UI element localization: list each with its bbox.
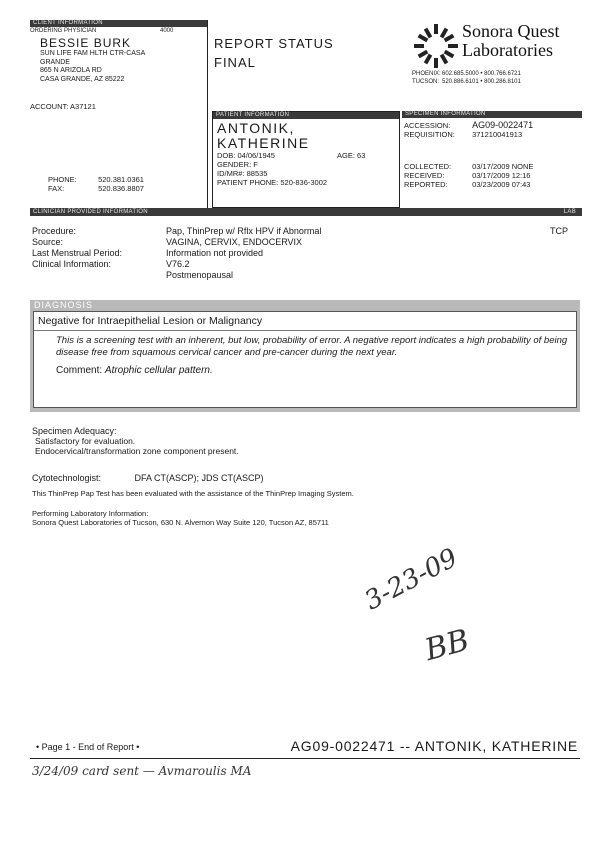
lmp-row: Last Menstrual Period: Information not provided [32,248,264,258]
diagnosis-body: This is a screening test with an inherent, but low, probability of error. A negative report indicates a high probability of being disease free from squamous cervical cancer and pre-cancer during the next year. [56,335,568,358]
clinical-info-row-2: Postmenopausal [166,270,234,280]
received-row [404,171,582,180]
cytotech-row [32,473,264,483]
procedure-row: Procedure: Pap, ThinPrep w/ Rflx HPV if Abnormal [32,226,322,236]
idmr-row [217,169,399,178]
report-status [214,36,334,70]
account-value: A37121 [70,102,96,111]
fax-label: FAX: [48,184,65,193]
handwritten-date: 3-23-09 [360,542,463,617]
account-row [30,102,208,111]
collected-value: 03/17/2009 NONE [472,162,534,171]
client-address [40,50,208,84]
received-value: 03/17/2009 12:16 [472,171,531,180]
gender-label: GENDER: [217,160,252,169]
adequacy-title: Specimen Adequacy: [32,426,117,436]
clinical-info-row: Clinical Information: V76.2 [32,259,190,269]
dob-value: 04/06/1945 [237,151,275,160]
reported-label: REPORTED: [404,180,448,189]
phone-label: PHONE: [48,175,77,184]
diagnosis-title: Negative for Intraepithelial Lesion or Malignancy [34,312,576,331]
comment-label: Comment: [56,365,103,376]
accession-value: AG09-0022471 [472,120,534,130]
lab-name-line1: Sonora Quest [462,21,560,41]
lab-phones [412,70,521,86]
patient-name [217,121,399,151]
lab-header [412,22,582,92]
client-fax-row [48,184,144,193]
divider [207,20,208,210]
ordering-code: 4000 [160,28,174,34]
performing-lab [32,509,329,527]
diagnosis-section [30,300,580,412]
reported-value: 03/23/2009 07:43 [472,180,531,189]
requisition-value: 371210041913 [472,130,523,139]
footer-page: • Page 1 - End of Report • [36,742,140,752]
tucson-label: TUCSON: [412,79,439,85]
account-label: ACCOUNT: [30,102,69,111]
performing-lab-value: Sonora Quest Laboratories of Tucson, 630 N. Alvernon Way Suite 120, Tucson AZ, 85711 [32,518,329,527]
report-status-value: FINAL [214,55,256,70]
footer-rule [30,758,580,759]
lab-name-line2: Laboratories [462,40,553,60]
diagnosis-content [33,311,577,408]
address-line: GRANDE [40,58,70,66]
adequacy-line: Endocervical/transformation zone component present. [35,446,239,456]
patient-phone-value: 520-836-3002 [280,178,328,187]
client-phone-row [48,175,144,184]
cytotech-label: Cytotechnologist: [32,473,102,483]
patient-first-name: KATHERINE [217,135,310,151]
accession-row [404,121,582,130]
requisition-row [404,130,582,139]
patient-info-panel [212,111,400,208]
received-label: RECEIVED: [404,171,445,180]
phoenix-phone: 602.685.5000 • 800.766.6721 [442,71,521,77]
physician-name: BESSIE BURK [40,36,132,50]
clinician-bar-label: CLINICIAN PROVIDED INFORMATION [33,209,148,215]
adequacy-section [32,426,239,456]
reported-row [404,180,582,189]
patient-last-name: ANTONIK, [217,120,295,136]
dob-label: DOB: [217,151,236,160]
performing-lab-title: Performing Laboratory Information: [32,509,149,518]
adequacy-line: Satisfactory for evaluation. [35,436,136,446]
sonora-quest-logo-icon [412,22,460,70]
client-info-panel [30,20,208,216]
handwritten-footer-note: 3/24/09 card sent — Avmaroulis MA [32,764,252,778]
gender-row [217,160,399,169]
imaging-note: This ThinPrep Pap Test has been evaluated with the assistance of the ThinPrep Imaging System. [32,489,354,498]
client-info-header: CLIENT INFORMATION [30,20,208,27]
comment-value: Atrophic cellular pattern. [104,365,213,376]
specimen-info-panel [402,111,582,208]
collected-row [404,162,582,171]
diagnosis-header: DIAGNOSIS [34,300,94,310]
accession-label: ACCESSION: [404,121,451,130]
patient-info-header: PATIENT INFORMATION [213,112,399,119]
address-line: 865 N ARIZOLA RD [40,67,102,74]
address-line: CASA GRANDE, AZ 85222 [40,75,125,83]
fax-value: 520.836.8807 [98,184,144,193]
lab-tag: LAB [563,209,576,215]
patient-phone-row [217,178,399,187]
report-status-title: REPORT STATUS [214,36,334,51]
diagnosis-comment [34,359,576,376]
address-line: SUN LIFE FAM HLTH CTR-CASA [40,50,146,57]
age-value: 63 [357,151,366,160]
idmr-label: ID/MR#: [217,169,245,178]
tucson-phone: 520.886.6101 • 800.286.8101 [442,79,521,85]
phoenix-label: PHOENIX: [412,71,441,77]
phone-value: 520.381.0361 [98,175,144,184]
handwritten-initials: BB [421,622,473,669]
clinician-info-bar [30,208,582,216]
procedure-section [32,226,580,281]
requisition-label: REQUISITION: [404,130,455,139]
source-row: Source: VAGINA, CERVIX, ENDOCERVIX [32,237,303,247]
specimen-info-header: SPECIMEN INFORMATION [402,111,582,118]
procedure-code: TCP [550,226,568,236]
gender-value: F [253,160,258,169]
idmr-value: 88535 [246,169,268,178]
ordering-physician-label: ORDERING PHYSICIAN [30,28,97,34]
dob-row [217,151,399,160]
footer-id: AG09-0022471 -- ANTONIK, KATHERINE [290,738,578,754]
age-label: AGE: [337,151,355,160]
collected-label: COLLECTED: [404,162,452,171]
patient-phone-label: PATIENT PHONE: [217,178,279,187]
cytotech-value: DFA CT(ASCP); JDS CT(ASCP) [134,473,264,483]
